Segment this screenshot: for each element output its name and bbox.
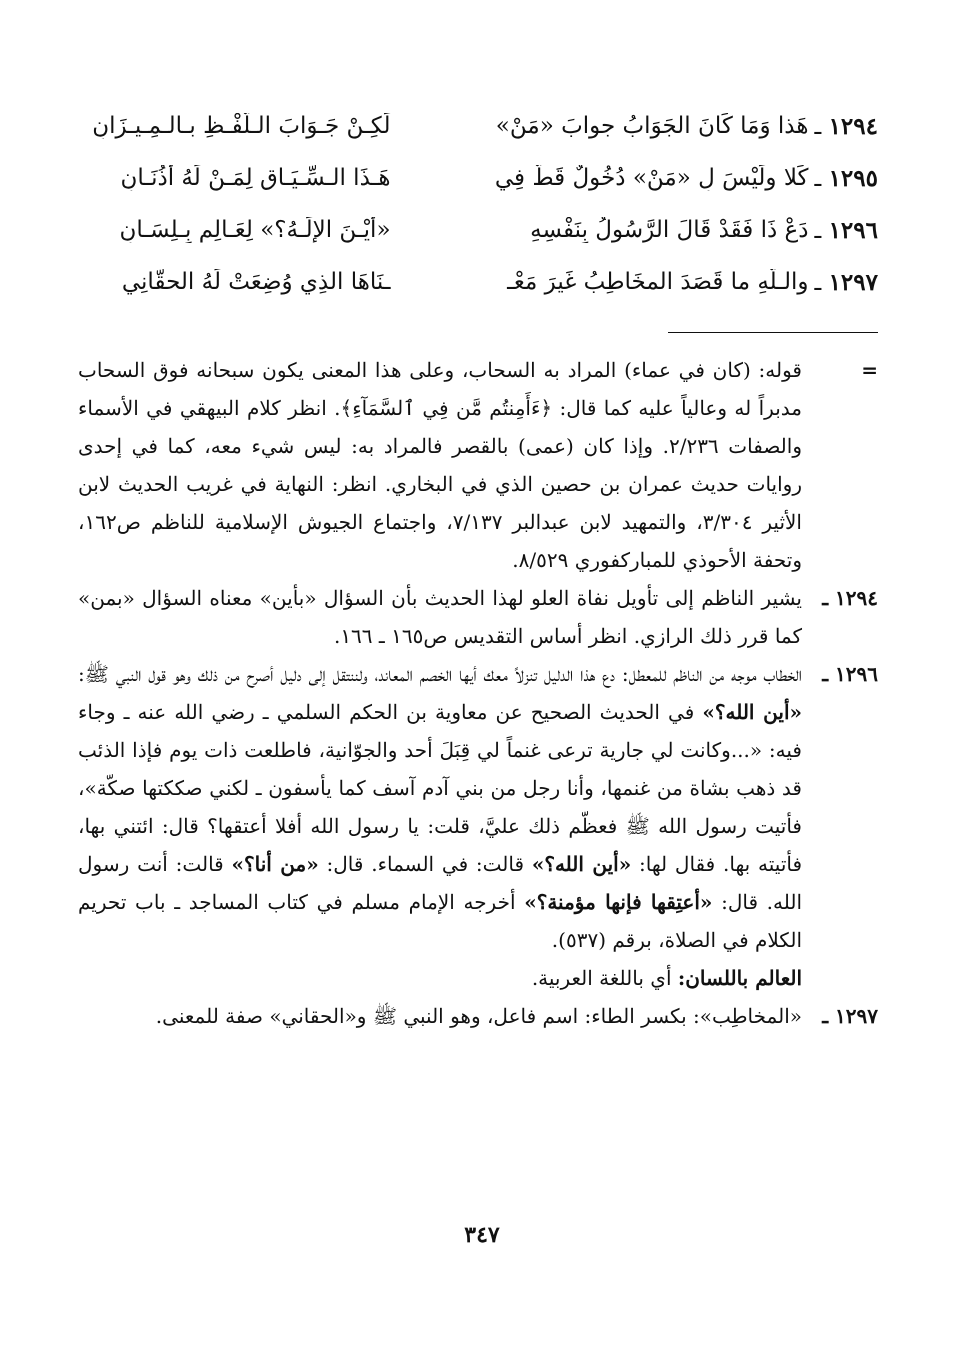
verse-first-hemistich: دَعْ ذَا فَقَدْ قَالَ الرَّسُولُ بِنَفْسِهِ xyxy=(530,217,809,243)
poem-verses xyxy=(78,100,878,308)
gloss-term: العالم باللسان: xyxy=(677,966,802,990)
footnote-label: ١٢٩٦ ـ xyxy=(822,662,878,686)
footnote-label: ١٢٩٤ ـ xyxy=(822,586,878,610)
footnote-text-part: الخطاب موجه من الناظم للمعطل: دع هذا الدليل تنزلاً معك أيها الخصم المعاند، ولننتقل إلى دليل أصرح من ذلك وهو قول النبي ﷺ: xyxy=(78,662,803,686)
verse-first-hemistich: هَذا وَمَا كَانَ الجَوَابُ جوابَ «مَنْ» xyxy=(495,113,809,139)
verse-second-hemistich: هَـذَا الـسِّـيَـاقِ لِمَـنْ لَهُ أُذُنَـانِ xyxy=(120,165,391,191)
hadith-quote: «أين الله؟» xyxy=(531,852,632,876)
footnote-label: = xyxy=(861,358,878,382)
gloss-text: أي باللغة العربية. xyxy=(531,966,672,990)
verse-1296 xyxy=(78,204,878,256)
verse-number: ١٢٩٧ ـ xyxy=(815,269,878,296)
footnote-label: ١٢٩٧ ـ xyxy=(822,1004,878,1028)
footnote-1294 xyxy=(78,579,878,655)
page-number: ٣٤٧ xyxy=(464,1222,500,1248)
verse-1297 xyxy=(78,256,878,308)
footnote-text: يشير الناظم إلى تأويل نفاة العلو لهذا الحديث بأن السؤال «بأين» معناه السؤال «بمن» كما قرر ذلك الرازي. انظر أساس التقديس ص١٦٥ ـ ١٦٦. xyxy=(78,586,802,648)
verse-1295 xyxy=(78,152,878,204)
verse-second-hemistich: لَكِـنْ جَـوَابَ الـلَّفْـظِ بـالـمِـيـزَانِ xyxy=(92,113,391,139)
footnote-text-part: في الحديث الصحيح عن معاوية بن الحكم السلمي ـ رضي الله عنه ـ وجاء فيه: «...وكانت لي جارية ترعى غنماً لي قِبَلَ أحد والجوّانية، فاطلعت ذات يوم فإذا الذئب قد ذهب بشاة من غنمها، وأنا رجل من بني آدم آسف كما يأسفون ـ لكني صككتها صكّة»، فأتيت رسول الله ﷺ فعظّم ذلك عليَّ، قلت: يا رسول الله أفلا أعتقها؟ قال: ائتني بها، فأتيته بها. فقال لها: xyxy=(78,700,803,876)
footnote-continuation xyxy=(78,351,878,579)
footnote-1297 xyxy=(78,997,878,1035)
verse-second-hemistich: ـنَاهَا الذِي وُضِعَتْ لَهُ الحقَّانِي xyxy=(121,269,391,295)
footnote-text-part: قالت: أنت رسول الله. قال: xyxy=(78,852,803,914)
hadith-quote: «من أنا؟» xyxy=(231,852,319,876)
footnote-text: «المخاطِب»: بكسر الطاء: اسم فاعل، وهو النبي ﷺ و«الحقاني» صفة للمعنى. xyxy=(155,1004,802,1028)
footnote-text-part: أخرجه الإمام مسلم في كتاب المساجد ـ باب تحريم الكلام في الصلاة، برقم (٥٣٧). xyxy=(78,890,802,952)
verse-number: ١٢٩٥ ـ xyxy=(815,165,878,192)
verse-first-hemistich: كَلا ولَيْسَ لِ «مَنْ» دُخُولٌ قَطُّ فِي xyxy=(494,165,809,191)
hadith-quote: «أين الله؟» xyxy=(702,700,803,724)
footnote-text xyxy=(78,655,802,959)
gloss-line xyxy=(78,959,802,997)
footnote-divider xyxy=(668,332,878,333)
verse-number: ١٢٩٦ ـ xyxy=(815,217,878,244)
footnote-text-part: قالت: في السماء. قال: xyxy=(326,852,525,876)
verse-first-hemistich: والـلّهِ ما قَصَدَ المخَاطِبُ غَيرَ مَعْـ xyxy=(507,269,809,295)
hadith-quote: «أعتِقها فإنها مؤمنة؟» xyxy=(524,890,713,914)
verse-1294 xyxy=(78,100,878,152)
footnote-1296 xyxy=(78,655,878,997)
book-page xyxy=(78,100,878,1035)
verse-second-hemistich: «أَيْـنَ الإِلَـهُ؟» لِعَـالِمٍ بِـلِسَـانِ xyxy=(119,217,391,243)
verse-number: ١٢٩٤ ـ xyxy=(815,113,878,140)
footnotes xyxy=(78,351,878,1035)
footnote-text: قوله: (كان في عماء) المراد به السحاب، وعلى هذا المعنى يكون سبحانه فوق السحاب مدبراً له وعالياً عليه كما قال: ﴿ءَأَمِنتُم مَّن فِي ٱلسَّمَآءِ﴾. انظر كلام البيهقي في الأسماء والصفات ٢/٢٣٦. وإذا كان (عمى) بالقصر فالمراد به: ليس شيء معه، كما في إحدى روايات حديث عمران بن حصين الذي في البخاري. انظر: النهاية في غريب الحديث لابن الأثير ٣/٣٠٤، والتمهيد لابن عبدالبر ٧/١٣٧، واجتماع الجيوش الإسلامية للناظم ص١٦٢، وتحفة الأحوذي للمباركفوري ٨/٥٢٩. xyxy=(78,358,802,572)
